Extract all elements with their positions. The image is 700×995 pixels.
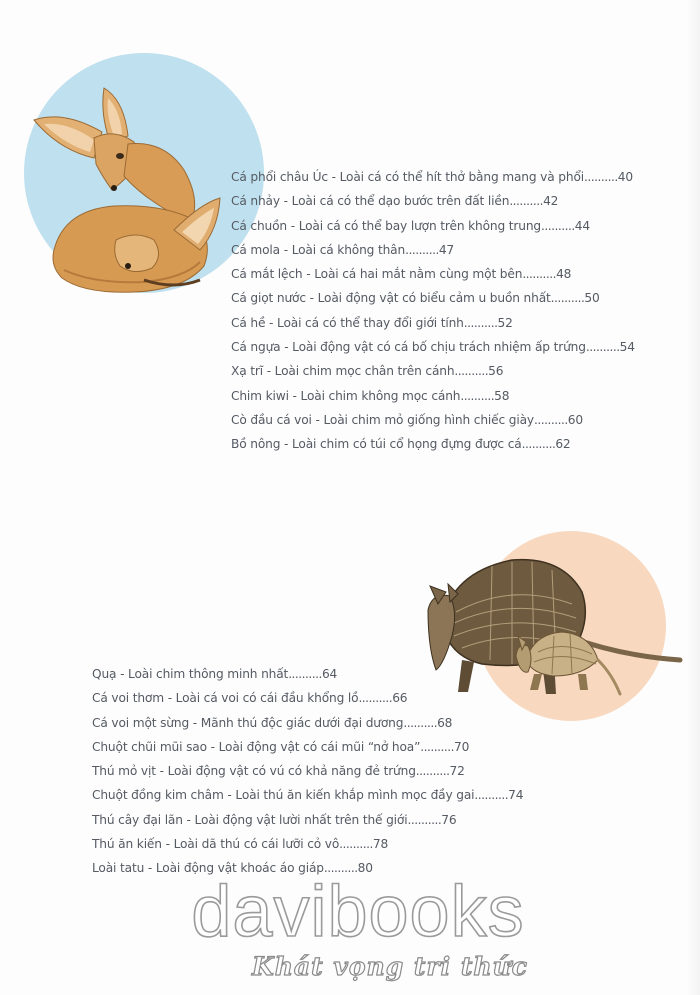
toc-entry-title: Bồ nông bbox=[231, 437, 281, 452]
toc-page-number: 48 bbox=[556, 267, 572, 282]
toc-page-number: 50 bbox=[584, 291, 600, 306]
toc-leader-dots: .......... bbox=[463, 315, 498, 330]
toc-entry-description: Loài cá có thể bay lượn trên không trung bbox=[298, 218, 542, 233]
fennec-fox-illustration bbox=[24, 80, 234, 300]
toc-entry[interactable] bbox=[92, 832, 523, 856]
toc-leader-dots: .......... bbox=[420, 739, 455, 754]
toc-separator: - bbox=[305, 291, 318, 306]
toc-leader-dots: .......... bbox=[405, 242, 439, 257]
toc-entry-title: Thú ăn kiến bbox=[92, 837, 162, 852]
toc-entry[interactable] bbox=[231, 238, 635, 262]
toc-page-number: 56 bbox=[488, 364, 504, 379]
toc-entry-title: Xạ trĩ bbox=[231, 364, 263, 379]
toc-entry-title: Cá phổi châu Úc bbox=[231, 170, 328, 184]
toc-entry[interactable] bbox=[231, 214, 635, 238]
toc-leader-dots: .......... bbox=[533, 412, 568, 427]
toc-entry[interactable] bbox=[231, 384, 635, 408]
toc-leader-dots: .......... bbox=[454, 364, 489, 379]
toc-page-number: 47 bbox=[438, 242, 455, 257]
toc-leader-dots: .......... bbox=[474, 788, 509, 803]
toc-entry-title: Cá nhảy bbox=[231, 194, 280, 209]
toc-entry[interactable] bbox=[92, 783, 523, 807]
toc-entry[interactable] bbox=[92, 686, 523, 710]
toc-separator: - bbox=[144, 861, 156, 876]
toc-entry-title: Chuột đồng kim châm bbox=[92, 788, 224, 803]
toc-entry-title: Cá mắt lệch bbox=[231, 267, 303, 282]
toc-entry-description: Loài cá có thể dạo bước trên đất liền bbox=[291, 194, 510, 209]
toc-entry[interactable] bbox=[92, 662, 523, 686]
toc-entry-title: Thú cây đại lãn bbox=[92, 812, 183, 827]
toc-entry-description: Loài cá có thể thay đổi giới tính bbox=[277, 315, 464, 330]
toc-list-top bbox=[231, 165, 635, 457]
toc-entry-description: Loài động vật lười nhất trên thế giới bbox=[194, 812, 408, 827]
toc-entry-title: Cá voi thơm bbox=[92, 691, 164, 706]
toc-entry[interactable] bbox=[231, 432, 635, 456]
toc-entry-title: Loài tatu bbox=[92, 861, 145, 876]
toc-entry-description: Loài động vật có cái mũi “nở hoa” bbox=[218, 739, 421, 754]
toc-page-number: 78 bbox=[372, 837, 389, 852]
toc-entry-description: Loài động vật có biểu cảm u buồn nhất bbox=[317, 291, 551, 306]
toc-page-number: 70 bbox=[454, 739, 470, 754]
toc-separator: - bbox=[288, 388, 301, 403]
toc-leader-dots: .......... bbox=[522, 267, 557, 282]
toc-entry-description: Loài cá voi có cái đầu khổng lồ bbox=[175, 691, 359, 706]
toc-entry-description: Loài cá hai mắt nằm cùng một bên bbox=[314, 267, 523, 282]
watermark-brand-name: davibooks bbox=[191, 872, 525, 952]
toc-entry-title: Cò đầu cá voi bbox=[231, 412, 312, 427]
toc-separator: - bbox=[155, 764, 168, 779]
toc-leader-dots: .......... bbox=[407, 812, 442, 827]
toc-entry-title: Thú mỏ vịt bbox=[92, 764, 156, 779]
toc-leader-dots: .......... bbox=[585, 340, 620, 355]
toc-page-number: 62 bbox=[555, 437, 571, 452]
toc-page-number: 42 bbox=[543, 194, 559, 209]
toc-separator: - bbox=[280, 437, 292, 452]
toc-separator: - bbox=[163, 691, 176, 706]
toc-entry[interactable] bbox=[231, 262, 635, 286]
toc-separator: - bbox=[279, 194, 292, 209]
toc-leader-dots: .......... bbox=[415, 764, 450, 779]
toc-separator: - bbox=[262, 364, 275, 379]
toc-entry-title: Cá voi một sừng bbox=[92, 715, 190, 730]
toc-page-number: 74 bbox=[508, 788, 524, 803]
toc-page-number: 58 bbox=[494, 388, 510, 403]
toc-entry-description: Loài cá không thân bbox=[291, 242, 406, 257]
toc-entry-description: Loài động vật có vú có khả năng đẻ trứng bbox=[167, 764, 416, 779]
toc-separator: - bbox=[311, 412, 324, 427]
toc-entry-title: Cá mola bbox=[231, 242, 280, 257]
toc-leader-dots: .......... bbox=[550, 291, 585, 306]
toc-separator: - bbox=[265, 315, 278, 330]
toc-separator: - bbox=[327, 170, 340, 184]
toc-entry-description: Loài chim có túi cổ họng đựng được cá bbox=[292, 437, 522, 452]
toc-entry-description: Loài cá có thể hít thở bằng mang và phổi bbox=[339, 170, 584, 184]
toc-page-number: 66 bbox=[392, 691, 408, 706]
toc-entry-title: Cá giọt nước bbox=[231, 291, 306, 306]
toc-separator: - bbox=[223, 788, 236, 803]
toc-page-number: 44 bbox=[574, 218, 590, 233]
toc-separator: - bbox=[161, 837, 174, 852]
toc-leader-dots: .......... bbox=[288, 667, 322, 681]
toc-page-number: 54 bbox=[619, 340, 635, 355]
toc-entry-description: Loài thú ăn kiến khắp mình mọc đầy gai bbox=[235, 788, 475, 803]
toc-page-number: 40 bbox=[617, 170, 633, 184]
toc-entry[interactable] bbox=[231, 165, 635, 189]
toc-entry-description: Loài dã thú có cái lưỡi cỏ vô bbox=[173, 837, 340, 852]
toc-separator: - bbox=[182, 812, 195, 827]
toc-entry-title: Cá chuồn bbox=[231, 218, 287, 233]
toc-separator: - bbox=[116, 667, 129, 681]
toc-leader-dots: .......... bbox=[358, 691, 393, 706]
toc-entry[interactable] bbox=[92, 808, 523, 832]
toc-entry-description: Loài động vật có cá bố chịu trách nhiệm ấp trứng bbox=[292, 340, 586, 355]
toc-leader-dots: .......... bbox=[584, 170, 618, 184]
toc-entry-description: Loài chim mỏ giống hình chiếc giày bbox=[323, 412, 534, 427]
toc-entry[interactable] bbox=[92, 735, 523, 759]
toc-entry[interactable] bbox=[92, 759, 523, 783]
page-edge-shadow bbox=[686, 0, 700, 995]
toc-entry-title: Cá ngựa bbox=[231, 340, 281, 355]
toc-entry-description: Loài động vật khoác áo giáp bbox=[155, 861, 324, 876]
toc-separator: - bbox=[286, 218, 299, 233]
toc-leader-dots: .......... bbox=[509, 194, 544, 209]
toc-entry-description: Loài chim mọc chân trên cánh bbox=[274, 364, 455, 379]
toc-leader-dots: .......... bbox=[521, 437, 556, 452]
toc-page-number: 80 bbox=[357, 861, 373, 876]
toc-entry-title: Chuột chũi mũi sao bbox=[92, 739, 207, 754]
toc-entry-title: Chim kiwi bbox=[231, 388, 289, 403]
toc-entry-title: Quạ bbox=[92, 667, 117, 681]
toc-entry[interactable] bbox=[92, 711, 523, 735]
toc-page-number: 68 bbox=[437, 715, 453, 730]
toc-separator: - bbox=[280, 340, 293, 355]
watermark-tagline: Khát vọng tri thức bbox=[252, 952, 528, 981]
toc-page-number: 72 bbox=[449, 764, 465, 779]
toc-list-bottom bbox=[92, 662, 523, 881]
toc-entry-title: Cá hề bbox=[231, 315, 266, 330]
toc-entry[interactable] bbox=[231, 311, 635, 335]
toc-entry-description: Mãnh thú độc giác dưới đại dương bbox=[200, 715, 404, 730]
toc-page-number: 64 bbox=[321, 667, 338, 681]
toc-entry[interactable] bbox=[231, 335, 635, 359]
toc-leader-dots: .......... bbox=[403, 715, 438, 730]
toc-separator: - bbox=[302, 267, 315, 282]
toc-entry[interactable] bbox=[231, 359, 635, 383]
toc-page-number: 52 bbox=[497, 315, 513, 330]
toc-page-number: 76 bbox=[441, 812, 457, 827]
toc-leader-dots: .......... bbox=[323, 861, 358, 876]
toc-entry[interactable] bbox=[231, 408, 635, 432]
toc-entry[interactable] bbox=[231, 189, 635, 213]
watermark-logo bbox=[148, 870, 568, 954]
toc-leader-dots: .......... bbox=[460, 388, 495, 403]
toc-entry[interactable] bbox=[231, 286, 635, 310]
toc-entry-description: Loài chim không mọc cánh bbox=[300, 388, 461, 403]
toc-leader-dots: .......... bbox=[339, 837, 373, 852]
toc-separator: - bbox=[206, 739, 219, 754]
toc-separator: - bbox=[280, 242, 292, 257]
toc-page-number: 60 bbox=[567, 412, 583, 427]
toc-separator: - bbox=[189, 715, 201, 730]
toc-entry-description: Loài chim thông minh nhất bbox=[128, 667, 289, 681]
toc-leader-dots: .......... bbox=[541, 218, 575, 233]
